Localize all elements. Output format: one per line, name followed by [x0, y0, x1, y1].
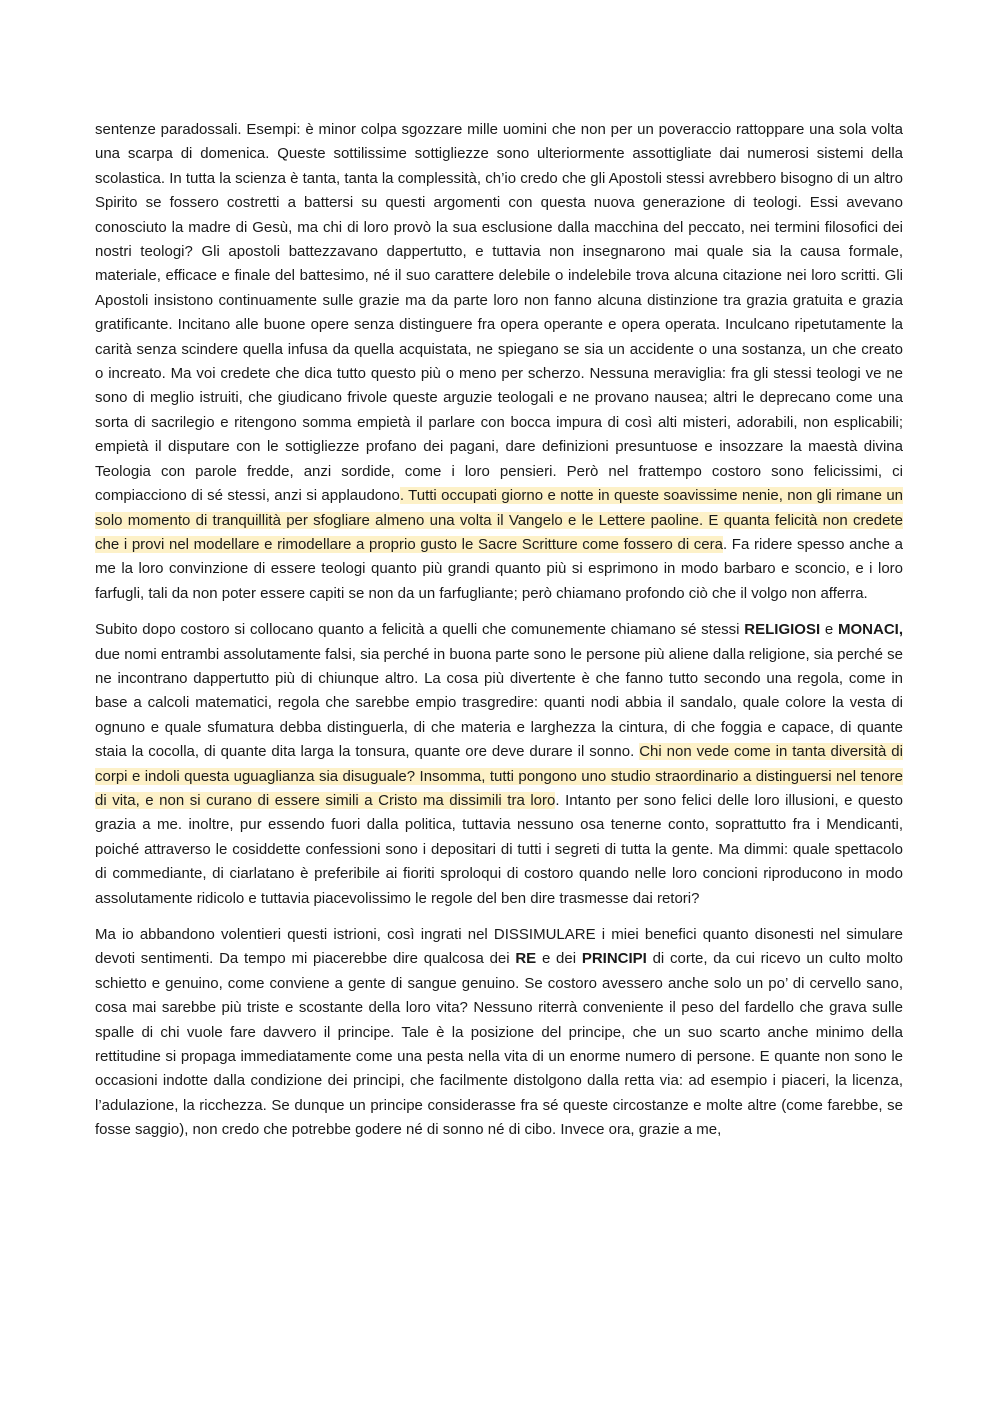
text-run: . Intanto per sono felici delle loro illusioni, e questo grazia a me. inoltre, pur essendo fuori dalla politica, tuttavia nessuno osa tenerne conto, soprattutto fra i Mendicanti, poiché attraverso le cosiddette confessioni sono i depositari di tutti i segreti di tutta la gente. Ma dimmi: quale spettacolo di commediante, di ciarlatano è preferibile ai fioriti sproloqui di costoro quando nelle loro concioni riproducono in modo assolutamente ridicolo e tuttavia piacevolissimo le regole del ben dire trasmesse dai retori? [95, 791, 904, 907]
text-run: due nomi entrambi assolutamente falsi, sia perché in buona parte sono le persone più aliene dalla religione, sia perché se ne incontrano dappertutto più di chiunque altro. La cosa più divertente è che fanno tutto secondo una regola, come in base a calcoli matematici, regola che sarebbe empio trasgredire: quanti nodi abbia il sandalo, quale colore la vesta di ognuno e quale sfumatura debba distinguerla, di che materia e larghezza la cintura, di che foggia e capace, di quante staia la cocolla, di quante dita larga la tonsura, quante ore deve durare il sonno. [95, 645, 904, 761]
highlighted-passage: . Tutti occupati giorno e notte in queste soavissime nenie, non gli rimane un solo momento di tranquillità per sfogliare almeno una volta il Vangelo e le Lettere paoline. E quanta felicità non credete che i provi nel modellare e rimodellare a proprio gusto le Sacre Scritture come fossero di cera [95, 487, 904, 553]
bold-term-principi: PRINCIPI [581, 950, 647, 968]
bold-term-monaci: MONACI, [838, 621, 903, 639]
highlighted-passage: Chi non vede come in tanta diversità di corpi e indoli questa uguaglianza sia disuguale? Insomma, tutti pongono uno studio straordinario a distinguersi nel tenore di vita, e non si curano di essere simili a Cristo ma dissimili tra loro [95, 743, 903, 809]
text-run: di corte, da cui ricevo un culto molto schietto e genuino, come conviene a gente di sangue genuino. Se costoro avessero anche solo un po’ di cervello sano, cosa mai sarebbe più triste e scostante della loro vita? Nessuno riterrà conveniente il peso del fardello che grava sulle spalle di chi vuole fare davvero il principe. Tale è la posizione del principe, che un suo scarto anche minimo della rettitudine si propaga immediatamente come una pesta nella vita di un enorme numero di persone. E quante non sono le occasioni indotte dalla condizione dei principi, che facilmente distolgono dalla retta via: ad esempio i piaceri, la licenza, l’adulazione, la ricchezza. Se dunque un principe considerasse fra sé queste circostanze e molte altre (come farebbe, se fosse saggio), non credo che potrebbe godere né di sonno né di cibo. Invece ora, grazie a me, [95, 950, 903, 1139]
text-run: Subito dopo costoro si collocano quanto a felicità a quelli che comunemente chiamano sé stessi [95, 621, 745, 639]
paragraph-monks [95, 618, 903, 911]
paragraph-princes [95, 923, 903, 1143]
paragraph-theologians [95, 118, 903, 606]
text-run: . Fa ridere spesso anche a me la loro convinzione di essere teologi quanto più grandi quanto più si esprimono in modo barbaro e sconcio, e i loro farfugli, tali da non poter essere capiti se non da un farfugliante; però chiamano profondo ciò che il volgo non afferra. [95, 535, 903, 602]
bold-term-religiosi: RELIGIOSI [744, 621, 821, 639]
text-run: e [820, 621, 838, 639]
bold-term-re: RE [515, 950, 537, 968]
document-page [95, 118, 903, 1155]
text-run: Ma io abbandono volentieri questi istrioni, così ingrati nel DISSIMULARE i miei benefici quanto disonesti nel simulare devoti sentimenti. Da tempo mi piacerebbe dire qualcosa dei [95, 926, 903, 968]
text-run: sentenze paradossali. Esempi: è minor colpa sgozzare mille uomini che non per un poveraccio rattoppare una sola volta una scarpa di domenica. Queste sottilissime sottigliezze sono ulteriormente assottigliate dai numerosi sistemi della scolastica. In tutta la scienza è tanta, tanta la complessità, ch’io credo che gli Apostoli stessi avrebbero bisogno di un altro Spirito se fossero costretti a battersi su questi argomenti con questa nuova generazione di teologi. Essi avevano conosciuto la madre di Gesù, ma chi di loro provò la sua esclusione dalla macchina del peccato, nei termini filosofici dei nostri teologi? Gli apostoli battezzavano dappertutto, e tuttavia non insegnarono mai quale sia la causa formale, materiale, efficace e finale del battesimo, né il suo carattere delebile o indelebile trova alcuna citazione nei loro scritti. Gli Apostoli insistono continuamente sulle grazie ma da parte loro non fanno alcuna distinzione tra grazia gratuita e grazia gratificante. Incitano alle buone opere senza distinguere fra opera operante e opera operata. Inculcano ripetutamente la carità senza scindere quella infusa da quella acquistata, ne spiegano se sia un accidente o una sostanza, un che creato o increato. Ma voi credete che dica tutto questo più o meno per scherzo. Nessuna meraviglia: fra gli stessi teologi ve ne sono di meglio istruiti, che giudicano frivole queste arguzie teologali e ne provano nausea; altri le deprecano come una sorta di sacrilegio e ritengono somma empietà il parlare con bocca impura di così alti misteri, adorabili, non esplicabili; empietà il disputare con le sottigliezze profano dei pagani, dare definizioni presuntuose e insozzare la maestà divina Teologia con parole fredde, anzi sordide, come i loro pensieri. Però nel frattempo costoro sono felicissimi, ci compiacciono di sé stessi, anzi si applaudono [95, 121, 903, 505]
text-run: e dei [536, 950, 582, 968]
